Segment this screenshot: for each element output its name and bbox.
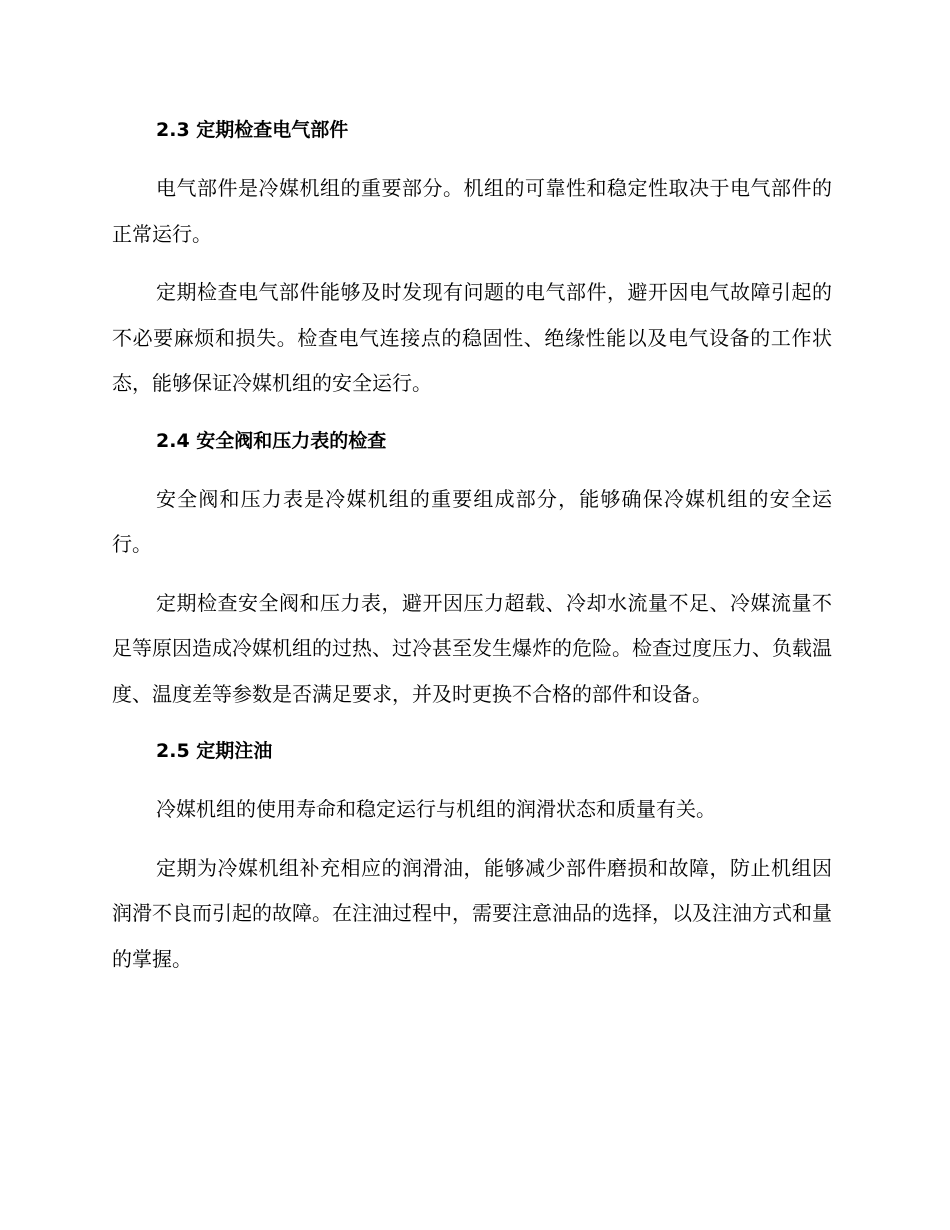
paragraph: 安全阀和压力表是冷媒机组的重要组成部分，能够确保冷媒机组的安全运行。 [112, 486, 832, 556]
section-heading-2-5: 2.5 定期注油 [156, 740, 273, 762]
paragraph: 冷媒机组的使用寿命和稳定运行与机组的润滑状态和质量有关。 [156, 797, 716, 821]
document-body [112, 108, 832, 982]
paragraph: 定期为冷媒机组补充相应的润滑油，能够减少部件磨损和故障，防止机组因润滑不良而引起的故障。在注油过程中，需要注意油品的选择，以及注油方式和量的掌握。 [112, 855, 832, 971]
paragraph: 电气部件是冷媒机组的重要部分。机组的可靠性和稳定性取决于电气部件的正常运行。 [112, 176, 832, 246]
section-heading-2-4: 2.4 安全阀和压力表的检查 [156, 429, 387, 452]
paragraph: 定期检查安全阀和压力表，避开因压力超载、冷却水流量不足、冷媒流量不足等原因造成冷媒机组的过热、过冷甚至发生爆炸的危险。检查过度压力、负载温度、温度差等参数是否满足要求，并及时更换不合格的部件和设备。 [112, 590, 832, 706]
paragraph: 定期检查电气部件能够及时发现有问题的电气部件，避开因电气故障引起的不必要麻烦和损失。检查电气连接点的稳固性、绝缘性能以及电气设备的工作状态，能够保证冷媒机组的安全运行。 [112, 280, 832, 395]
section-heading-2-3: 2.3 定期检查电气部件 [156, 119, 349, 141]
